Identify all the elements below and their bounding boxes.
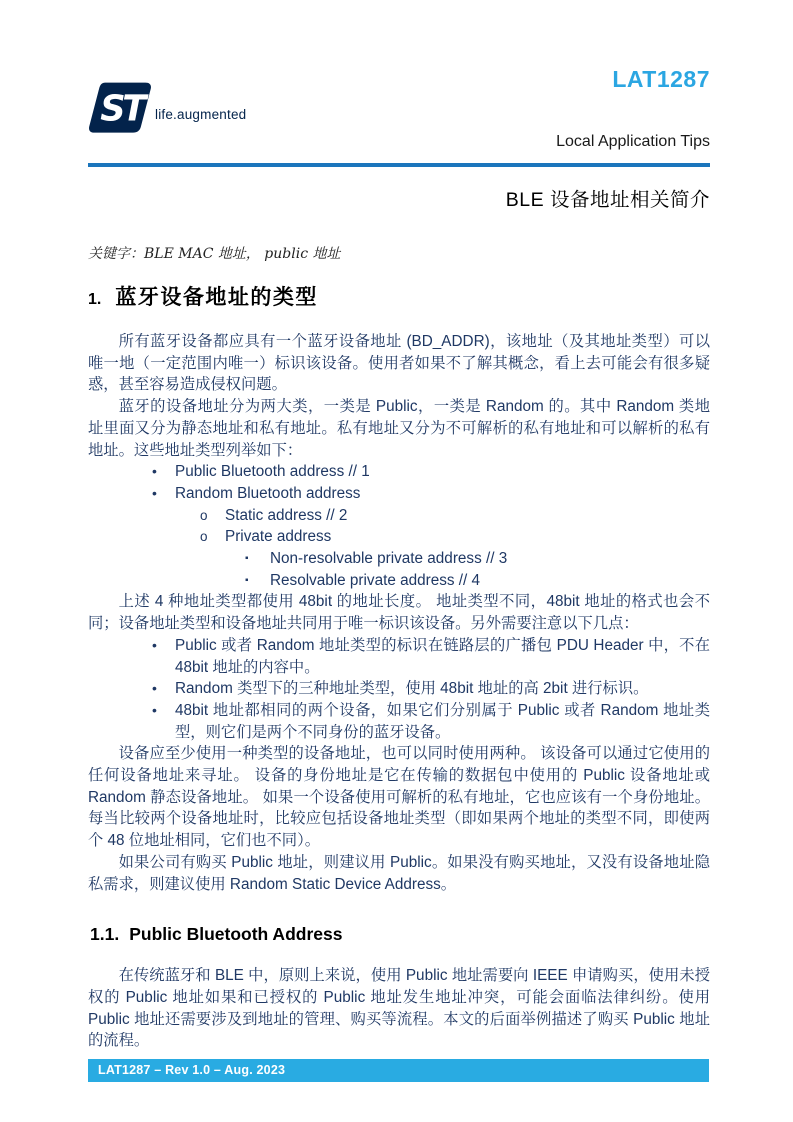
bullet-icon: • <box>152 701 157 718</box>
doc-number: LAT1287 <box>612 66 710 92</box>
list-item: • Random Bluetooth address <box>88 483 710 505</box>
document-title: BLE 设备地址相关简介 <box>505 189 710 211</box>
st-logo <box>88 80 246 136</box>
paragraph: 如果公司有购买 Public 地址，则建议用 Public。如果没有购买地址，又没有设备地址隐私需求，则建议使用 Random Static Device Address。 <box>88 853 710 893</box>
section-1-heading <box>88 284 710 314</box>
keywords-line: 关键字：BLE MAC 地址， public 地址 <box>88 246 341 262</box>
paragraph: 上述 4 种地址类型都使用 48bit 的地址长度。 地址类型不同，48bit 地址的格式也会不同；设备地址类型和设备地址共同用于唯一标识该设备。另外需要注意以下几点： <box>88 593 710 633</box>
section-1-number: 1. <box>88 291 102 308</box>
paragraph: 在传统蓝牙和 BLE 中，原则上来说，使用 Public 地址需要向 IEEE 申请购买，使用未授权的 Public 地址如果和已授权的 Public 地址发生地址冲突，可能会面临法律纠纷。使用 Public 地址还需要涉及到地址的管理、购买等流程。本文的后面举例描述了购买 Public 地址的流程。 <box>88 967 710 1050</box>
square-bullet-icon: ▪ <box>245 574 249 586</box>
section-1-1-number: 1.1. <box>90 924 120 945</box>
doc-type-label: Local Application Tips <box>556 133 710 150</box>
notes-list <box>88 635 710 744</box>
section-1-1-title: Public Bluetooth Address <box>129 924 343 945</box>
st-logo-icon <box>88 80 152 136</box>
list-item: • 48bit 地址都相同的两个设备，如果它们分别属于 Public 或者 Random 地址类型，则它们是两个不同身份的蓝牙设备。 <box>88 700 710 743</box>
circle-bullet-icon: o <box>200 529 208 545</box>
list-item: o Static address // 2 <box>88 505 710 527</box>
square-bullet-icon: ▪ <box>245 553 249 565</box>
document-body <box>88 284 710 1052</box>
header-divider <box>88 163 710 167</box>
logo-tagline: life.augmented <box>155 107 247 122</box>
circle-bullet-icon: o <box>200 507 208 523</box>
address-type-list <box>88 461 710 591</box>
list-item: o Private address <box>88 526 710 548</box>
list-item: • Random 类型下的三种地址类型，使用 48bit 地址的高 2bit 进行标识。 <box>88 678 710 700</box>
paragraph: 设备应至少使用一种类型的设备地址，也可以同时使用两种。 该设备可以通过它使用的任何设备地址来寻址。 设备的身份地址是它在传输的数据包中使用的 Public 设备地址或 Random 静态设备地址。 如果一个设备使用可解析的私有地址，它也应该有一个身份地址。 每当比较两个设备地址时，比较应包括设备地址类型（即如果两个地址的类型不同，即使两个 48 位地址相同，它们也不同）。 <box>88 745 710 850</box>
bullet-icon: • <box>152 463 157 480</box>
list-item: ▪ Resolvable private address // 4 <box>88 570 710 592</box>
bullet-icon: • <box>152 484 157 501</box>
list-item: ▪ Non-resolvable private address // 3 <box>88 548 710 570</box>
bullet-icon: • <box>152 680 157 697</box>
list-item: • Public 或者 Random 地址类型的标识在链路层的广播包 PDU Header 中，不在 48bit 地址的内容中。 <box>88 635 710 678</box>
paragraph: 蓝牙的设备地址分为两大类，一类是 Public，一类是 Random 的。其中 Random 类地址里面又分为静态地址和私有地址。私有地址又分为不可解析的私有地址和可以解析的私有地址。这些地址类型列举如下： <box>88 398 710 459</box>
section-1-1-heading <box>90 922 710 946</box>
list-item: • Public Bluetooth address // 1 <box>88 461 710 483</box>
bullet-icon: • <box>152 636 157 653</box>
paragraph: 所有蓝牙设备都应具有一个蓝牙设备地址 (BD_ADDR)，该地址（及其地址类型）可以唯一地（一定范围内唯一）标识该设备。使用者如果不了解其概念，看上去可能会有很多疑惑，甚至容易造成侵权问题。 <box>88 333 710 394</box>
section-1-title: 蓝牙设备地址的类型 <box>115 286 318 309</box>
svg-text:ST: ST <box>100 88 144 130</box>
footer-revision-bar: LAT1287 – Rev 1.0 – Aug. 2023 <box>88 1059 709 1082</box>
